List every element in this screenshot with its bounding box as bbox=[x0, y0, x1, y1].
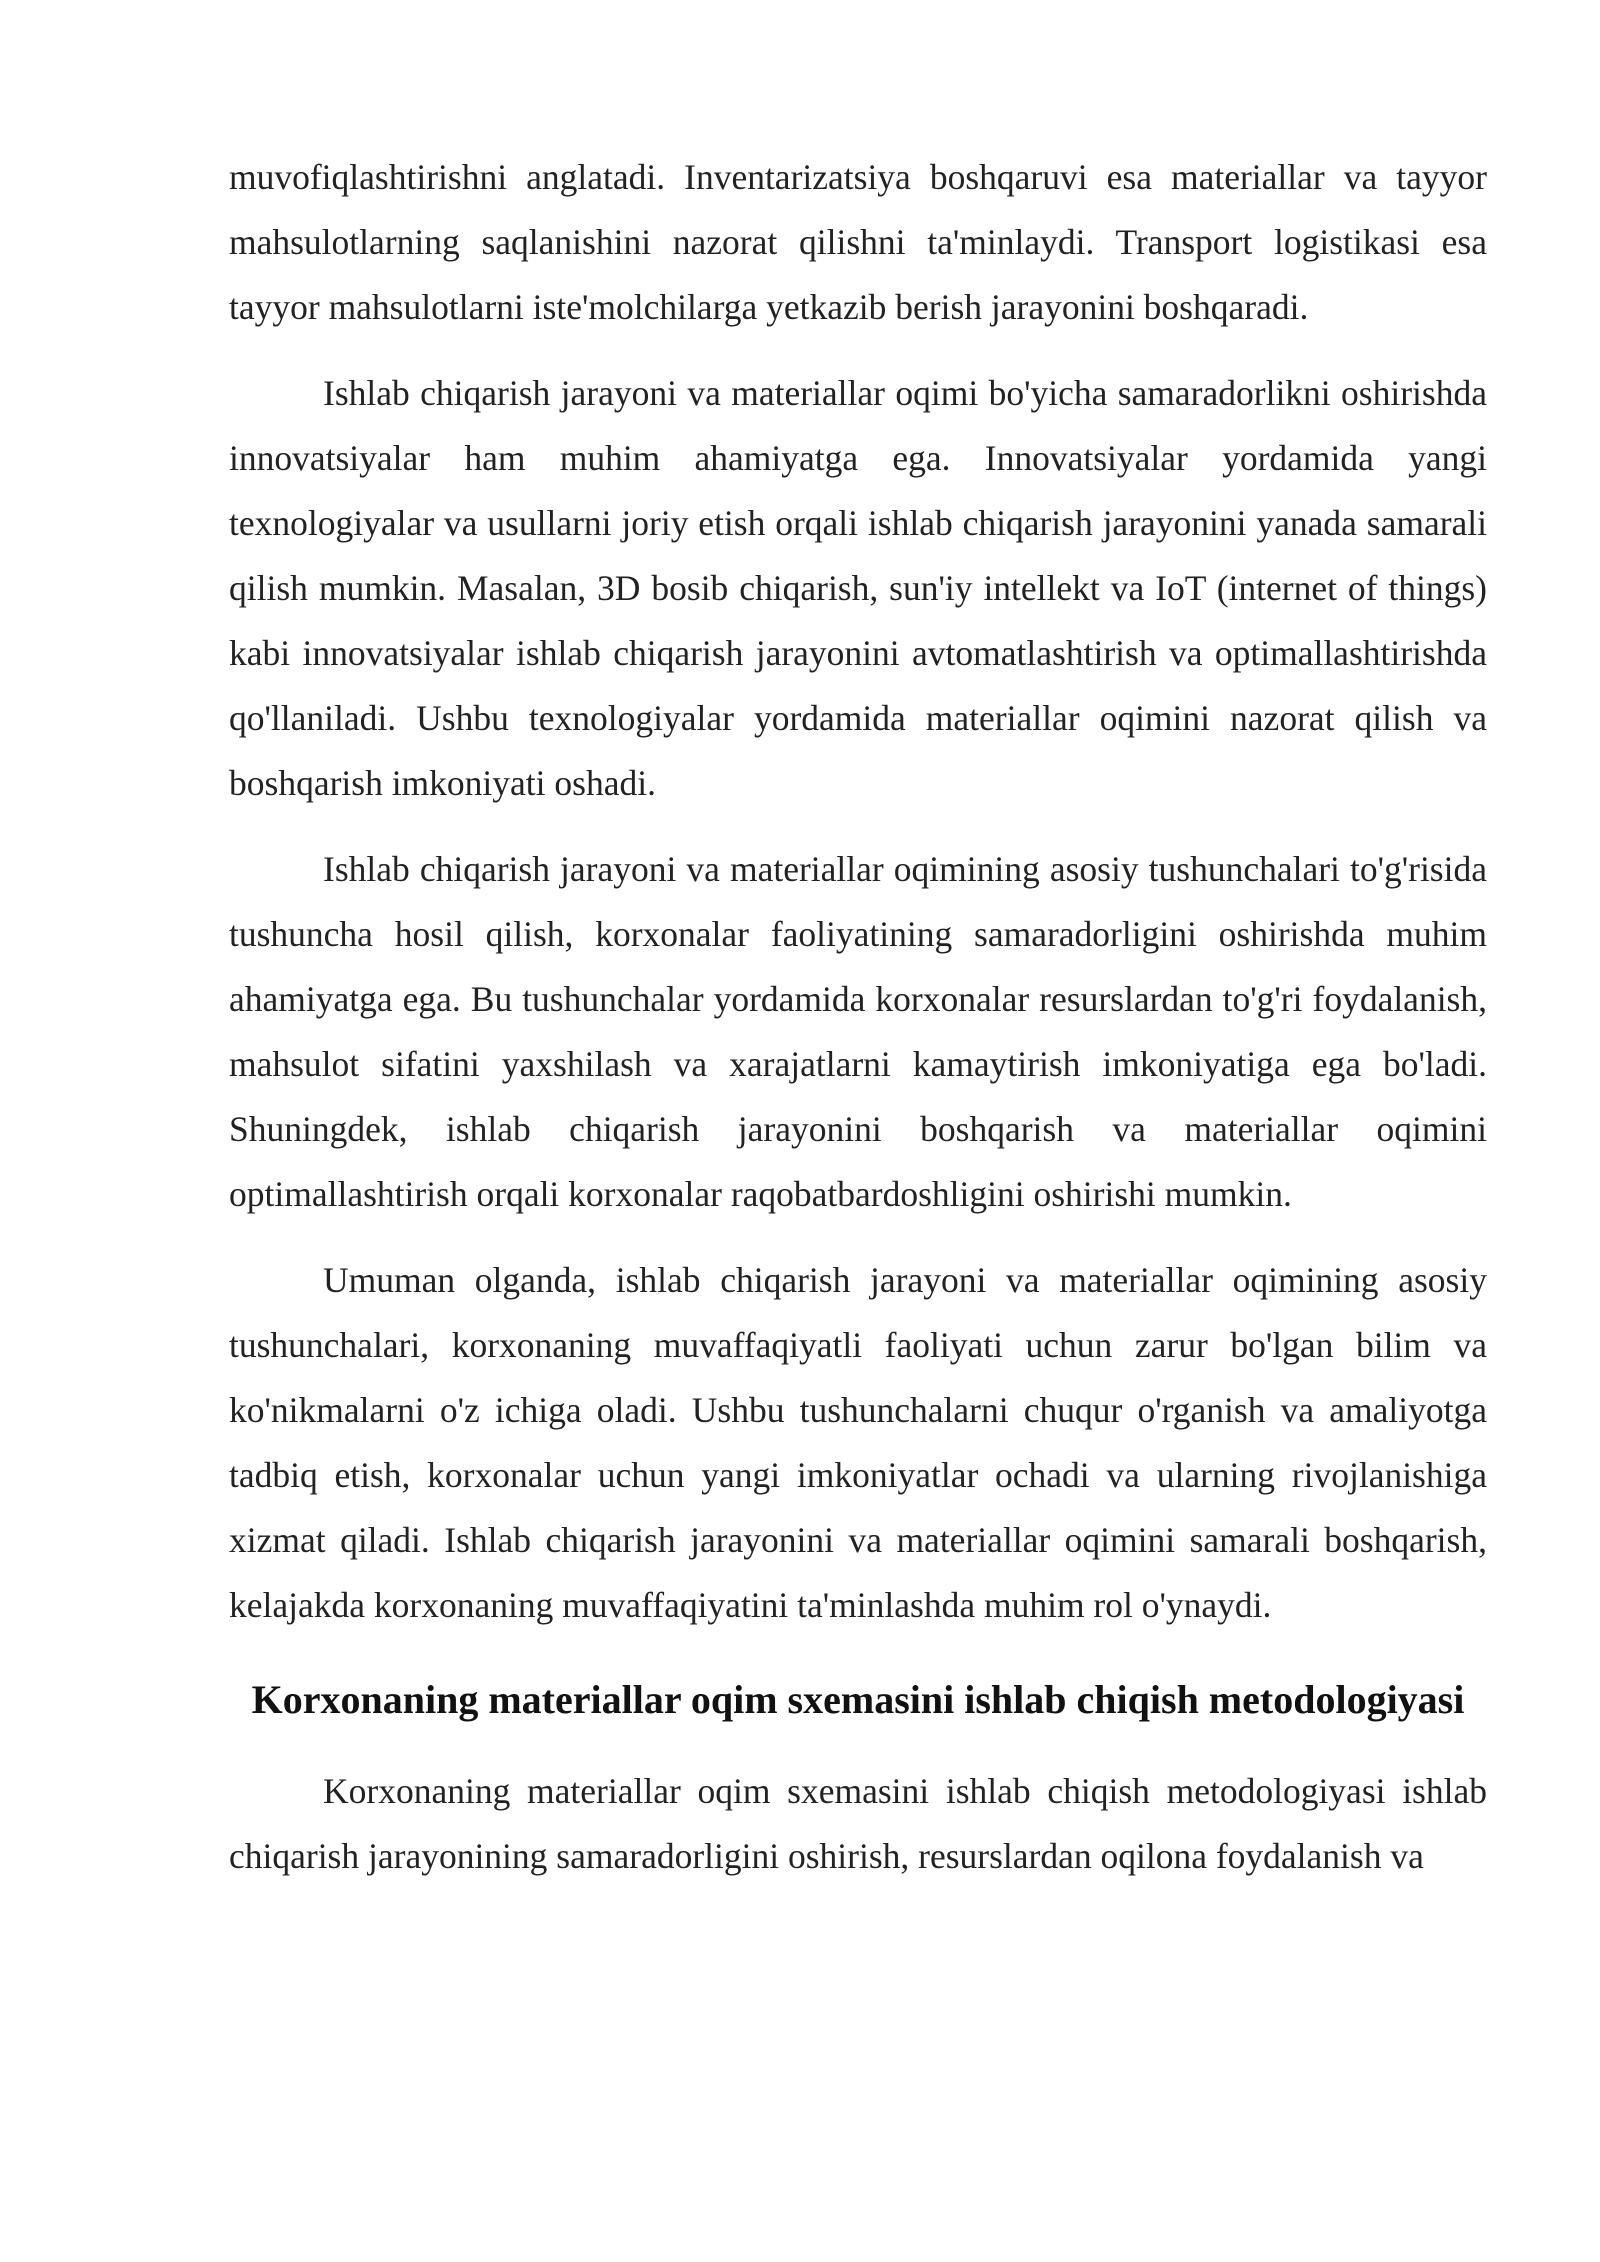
paragraph-innovations: Ishlab chiqarish jarayoni va materiallar oqimi bo'yicha samaradorlikni oshirishda innovatsiyalar ham muhim ahamiyatga ega. Innovatsiyalar yordamida yangi texnologiyalar va usullarni joriy etish orqali ishlab chiqarish jarayonini yanada samarali qilish mumkin. Masalan, 3D bosib chiqarish, sun'iy intellekt va IoT (internet of things) kabi innovatsiyalar ishlab chiqarish jarayonini avtomatlashtirish va optimallashtirishda qo'llaniladi. Ushbu texnologiyalar yordamida materiallar oqimini nazorat qilish va boshqarish imkoniyati oshadi. bbox=[229, 373, 1487, 803]
document-page bbox=[229, 145, 1487, 1910]
section-heading: Korxonaning materiallar oqim sxemasini ishlab chiqish metodologiyasi bbox=[251, 1677, 1465, 1722]
paragraph-concepts: Ishlab chiqarish jarayoni va materiallar oqimining asosiy tushunchalari to'g'risida tushuncha hosil qilish, korxonalar faoliyatining samaradorligini oshirishda muhim ahamiyatga ega. Bu tushunchalar yordamida korxonalar resurslardan to'g'ri foydalanish, mahsulot sifatini yaxshilash va xarajatlarni kamaytirish imkoniyatiga ega bo'ladi. Shuningdek, ishlab chiqarish jarayonini boshqarish va materiallar oqimini optimallashtirish orqali korxonalar raqobatbardoshligini oshirishi mumkin. bbox=[229, 849, 1487, 1214]
paragraph-summary: Umuman olganda, ishlab chiqarish jarayoni va materiallar oqimining asosiy tushunchalari, korxonaning muvaffaqiyatli faoliyati uchun zarur bo'lgan bilim va ko'nikmalarni o'z ichiga oladi. Ushbu tushunchalarni chuqur o'rganish va amaliyotga tadbiq etish, korxonalar uchun yangi imkoniyatlar ochadi va ularning rivojlanishiga xizmat qiladi. Ishlab chiqarish jarayonini va materiallar oqimini samarali boshqarish, kelajakda korxonaning muvaffaqiyatini ta'minlashda muhim rol o'ynaydi. bbox=[229, 1260, 1487, 1625]
paragraph-methodology-intro: Korxonaning materiallar oqim sxemasini ishlab chiqish metodologiyasi ishlab chiqarish jarayonining samaradorligini oshirish, resurslardan oqilona foydalanish va bbox=[229, 1771, 1487, 1876]
paragraph-continuation: muvofiqlashtirishni anglatadi. Inventarizatsiya boshqaruvi esa materiallar va tayyor mahsulotlarning saqlanishini nazorat qilishni ta'minlaydi. Transport logistikasi esa tayyor mahsulotlarni iste'molchilarga yetkazib berish jarayonini boshqaradi. bbox=[229, 157, 1487, 327]
